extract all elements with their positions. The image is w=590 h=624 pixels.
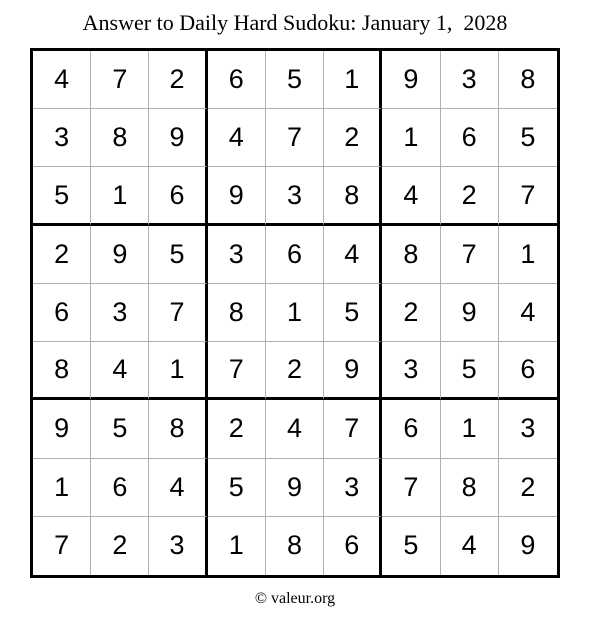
- sudoku-grid: [30, 48, 560, 578]
- sudoku-cell: 3: [441, 51, 499, 109]
- sudoku-cell: 6: [382, 400, 440, 458]
- sudoku-cell: 2: [499, 459, 557, 517]
- sudoku-cell: 4: [33, 51, 91, 109]
- sudoku-cell: 8: [266, 517, 324, 575]
- sudoku-cell: 5: [382, 517, 440, 575]
- sudoku-cell: 4: [441, 517, 499, 575]
- sudoku-cell: 4: [208, 109, 266, 167]
- sudoku-cell: 8: [441, 459, 499, 517]
- sudoku-cell: 4: [91, 342, 149, 400]
- sudoku-cell: 2: [266, 342, 324, 400]
- puzzle-title: Answer to Daily Hard Sudoku: January 1, 2028: [82, 10, 508, 35]
- sudoku-cell: 2: [33, 226, 91, 284]
- sudoku-cell: 1: [208, 517, 266, 575]
- sudoku-cell: 8: [499, 51, 557, 109]
- sudoku-cell: 2: [382, 284, 440, 342]
- sudoku-cell: 5: [499, 109, 557, 167]
- sudoku-cell: 4: [266, 400, 324, 458]
- sudoku-cell: 1: [499, 226, 557, 284]
- sudoku-cell: 7: [441, 226, 499, 284]
- sudoku-cell: 3: [324, 459, 382, 517]
- sudoku-cell: 5: [149, 226, 207, 284]
- sudoku-cell: 8: [149, 400, 207, 458]
- sudoku-cell: 5: [33, 167, 91, 225]
- sudoku-cell: 3: [91, 284, 149, 342]
- sudoku-cell: 6: [91, 459, 149, 517]
- sudoku-cell: 8: [33, 342, 91, 400]
- sudoku-cell: 5: [208, 459, 266, 517]
- sudoku-cell: 9: [149, 109, 207, 167]
- sudoku-cell: 9: [91, 226, 149, 284]
- sudoku-cell: 2: [441, 167, 499, 225]
- sudoku-cell: 3: [33, 109, 91, 167]
- sudoku-cell: 9: [520, 530, 536, 561]
- sudoku-cell: 6: [441, 109, 499, 167]
- copyright-footer: © valeur.org: [254, 590, 336, 607]
- sudoku-cell: 4: [499, 284, 557, 342]
- sudoku-cell: 3: [382, 342, 440, 400]
- sudoku-cell: 6: [499, 342, 557, 400]
- sudoku-cell: 7: [149, 284, 207, 342]
- sudoku-cell: 1: [33, 459, 91, 517]
- sudoku-cell: 1: [324, 51, 382, 109]
- sudoku-cell: 6: [208, 51, 266, 109]
- sudoku-cell: 8: [208, 284, 266, 342]
- sudoku-cell: 9: [441, 284, 499, 342]
- sudoku-cell: 3: [208, 226, 266, 284]
- sudoku-cell: 9: [266, 459, 324, 517]
- sudoku-cell: 5: [441, 342, 499, 400]
- sudoku-cell: 1: [382, 109, 440, 167]
- sudoku-cell: 6: [324, 517, 382, 575]
- sudoku-cell: 5: [324, 284, 382, 342]
- sudoku-cell: 2: [324, 109, 382, 167]
- sudoku-cell: 3: [499, 400, 557, 458]
- sudoku-cell: 1: [266, 284, 324, 342]
- sudoku-cell: 6: [266, 226, 324, 284]
- sudoku-cell: 9: [208, 167, 266, 225]
- sudoku-cell: 4: [382, 167, 440, 225]
- sudoku-cell: 4: [324, 226, 382, 284]
- sudoku-cell: 7: [499, 167, 557, 225]
- sudoku-cell: 5: [91, 400, 149, 458]
- sudoku-cell: 7: [324, 400, 382, 458]
- sudoku-cell: 7: [208, 342, 266, 400]
- sudoku-cell: 6: [149, 167, 207, 225]
- sudoku-cell: 2: [91, 517, 149, 575]
- sudoku-cell: 1: [441, 400, 499, 458]
- sudoku-cell: 8: [324, 167, 382, 225]
- sudoku-cell: 4: [149, 459, 207, 517]
- sudoku-cell: 8: [91, 109, 149, 167]
- sudoku-cell: 3: [149, 517, 207, 575]
- sudoku-cell: 1: [149, 342, 207, 400]
- sudoku-cell: 7: [91, 51, 149, 109]
- sudoku-cell: 2: [149, 51, 207, 109]
- sudoku-cell: 1: [91, 167, 149, 225]
- sudoku-cell: 2: [208, 400, 266, 458]
- sudoku-cell: 9: [382, 51, 440, 109]
- sudoku-cell: 7: [266, 109, 324, 167]
- sudoku-cell: 9: [33, 400, 91, 458]
- sudoku-cell: 7: [33, 517, 91, 575]
- sudoku-cell: 5: [266, 51, 324, 109]
- sudoku-cell: 6: [33, 284, 91, 342]
- sudoku-cell: 7: [382, 459, 440, 517]
- sudoku-cell: 8: [382, 226, 440, 284]
- sudoku-cell: 3: [266, 167, 324, 225]
- sudoku-cell: 9: [324, 342, 382, 400]
